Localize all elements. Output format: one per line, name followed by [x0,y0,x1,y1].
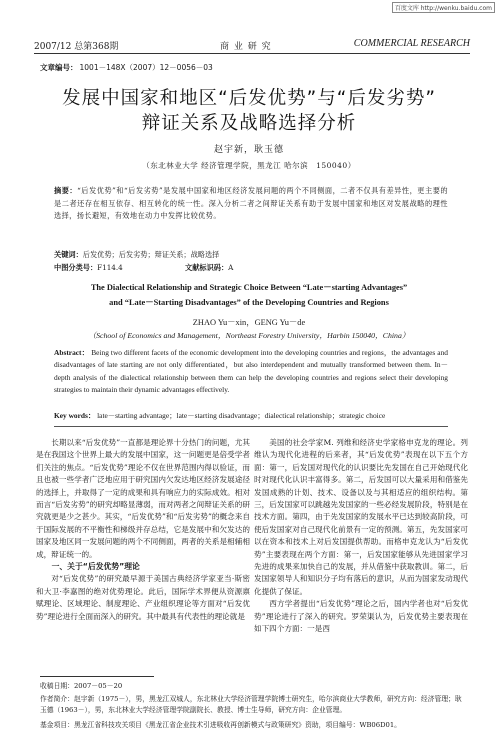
watermark: 百度文库 http://wenku.baidu.com [392,2,495,13]
section-divider [54,426,448,427]
body-paragraph: 西方学者提出“后发优势”理论之后，国内学者也对“后发优势”理论进行了深入的研究。罗荣渠认为，后发优势主要表现在如下四个方面：一是西 [254,599,468,634]
abstract-en-text: Being two different facets of the economic development into the developing countries and regions，the advantages and disadvantages of late starting are not only differentiated，but also interdependent and mutually transformed between them. In－depth analysis of the dialectical relationship between them can help the developing countries and regions select their developing strategies to maintain their dynamic advantages effectively. [54,348,448,395]
clc-code [54,263,153,272]
journal-name-en: COMMERCIAL RESEARCH [353,38,470,49]
body-paragraph: 美国的社会学家M. 列维和经济史学家格申克龙的理论。列维认为现代化进程的后来者，其“后发优势”表现在以下五个方面：第一，后发国对现代化的认识要比先发国在自己开始现代化时对现代化认识丰富得多。第二，后发国可以大量采用和借鉴先发国成熟的计划、技术、设备以及与其相适应的组织结构。第三，后发国家可以跳越先发国家的一些必经发展阶段，特别是在技术方面。第四，由于先发国家的发展水平已达到较高阶段，可使后发国家对自己现代化前景有一定的预测。第五，先发国家可以在资本和技术上对后发国提供帮助。而格申克龙认为“后发优势”主要表现在两个方面：第一，后发国家能够从先进国家学习先进的成果来加快自己的发展，并从借鉴中获取教训。第二，后发国家领导人和知识分子均有落后的意识，从而为国家发动现代化提供了保证。 [254,438,468,596]
body-paragraph: 对“后发优势”的研究最早源于美国古典经济学家亚当·斯密和大卫·李嘉图的绝对优势理论。此后，国际学术界便从资源禀赋理论、区域理论、制度理论、产业组织理论等方面对“后发优势”理论进行全面而深入的研究。其中最具有代表性的理论就是 [36,574,250,621]
clc-value: F114.4 [97,263,123,272]
doc-value: A [228,263,234,272]
doc-code [185,263,263,272]
footnote-author-bio: 作者简介：赵宇新（1975－），男，黑龙江双城人，东北林业大学经济管理学院博士研究生，哈尔滨商业大学教师，研究方向：经济管理；耿玉德（1963－），男，东北林业大学经济管理学院副院长、教授、博士生导师，研究方向：企业管理。 [40,695,462,714]
body-column-right [254,437,468,636]
keywords-cn-value: 后发优势；后发劣势；辩证关系；战略选择 [82,250,220,259]
english-authors: ZHAO Yu－xin，GENG Yu－de [192,318,306,327]
body-paragraph: 长期以来“后发优势”一直都是理论界十分热门的问题，尤其是在我国这个世界上最大的发展中国家，这一问题更是倍受学者们关注的焦点。“后发优势”理论不仅在世界范围内得以验证，而且也被一些学者广泛地应用于研究国内欠发达地区经济发展途径的选择上，并取得了一定的成果和具有响应力的实际成效。相对而言“后发劣势”的研究却略显薄弱，而对两者之间辩证关系的研究就更是少之甚少。其实，“后发优势”和“后发劣势”的概念来自于国际发展的不平衡性和梯级并存总结，它是发展中和欠发达的国家及地区同一发展问题的两个不同侧面，两者的关系是相辅相成，辩证统一的。 [36,438,250,559]
english-affiliation: （School of Economics and Management，Northeast Forestry University，Harbin 150040，China） [88,331,410,340]
keywords-cn-label: 关键词： [54,250,83,259]
keywords-cn [54,249,448,262]
footnote-rule [40,676,154,677]
abstract-en-label: Abstract： [54,348,90,357]
running-header [34,37,470,54]
abstract-cn-label: 摘要： [54,186,78,195]
body-column-left [36,437,250,623]
abstract-en [54,347,448,397]
article-number-value: 1001－148X（2007）12－0056－03 [79,63,213,72]
english-title-line-1: The Dialectical Relationship and Strategic Choice Between “Late－starting Advantages” [90,283,408,292]
classification [54,262,448,275]
article-number-label: 文章编号： [40,63,78,72]
abstract-cn-text: “后发优势”和“后发劣势”是发展中国家和地区经济发展问题的两个不同侧面，二者不仅具有差异性，更主要的是二者还存在相互依存、相互转化的统一性。深入分析二者之间辩证关系有助于发展中国家和地区对发展战略的理性选择，扬长避短，有效地在动力中发挥比较优势。 [54,186,449,221]
title-line-1: 发展中国家和地区“后发优势”与“后发劣势” [62,88,436,109]
footnote-fund: 基金项目：黑龙江省科技攻关项目《黑龙江省企业技术引进吸收再创新模式与政策研究》资助，项目编号：WB06D01。 [40,721,401,729]
affiliation: （东北林业大学 经济管理学院，黑龙江 哈尔滨 150040） [142,161,356,170]
keywords-en-label: Key words： [54,411,96,420]
keywords-en [54,410,448,423]
english-title-line-2: and “Late－Starting Disadvantages” of the Developing Countries and Regions [109,298,389,307]
journal-name-cn: 商 业 研 究 [220,42,272,52]
title-line-2: 辩证关系及战略选择分析 [141,113,357,134]
article-number [40,62,213,73]
footnote-received: 收稿日期：2007－05－20 [40,682,123,690]
abstract-cn [54,185,448,223]
authors: 赵宇新，耿玉德 [213,145,284,155]
clc-label: 中图分类号： [54,263,98,272]
keywords-en-value: late－starting advantage；late－starting disadvantage；dialectical relationship；strategic choice [97,411,386,420]
section-heading: 一、关于“后发优势”理论 [51,562,140,572]
issue-info: 2007/12 总第368期 [34,42,119,52]
doc-label: 文献标识码： [185,263,229,272]
